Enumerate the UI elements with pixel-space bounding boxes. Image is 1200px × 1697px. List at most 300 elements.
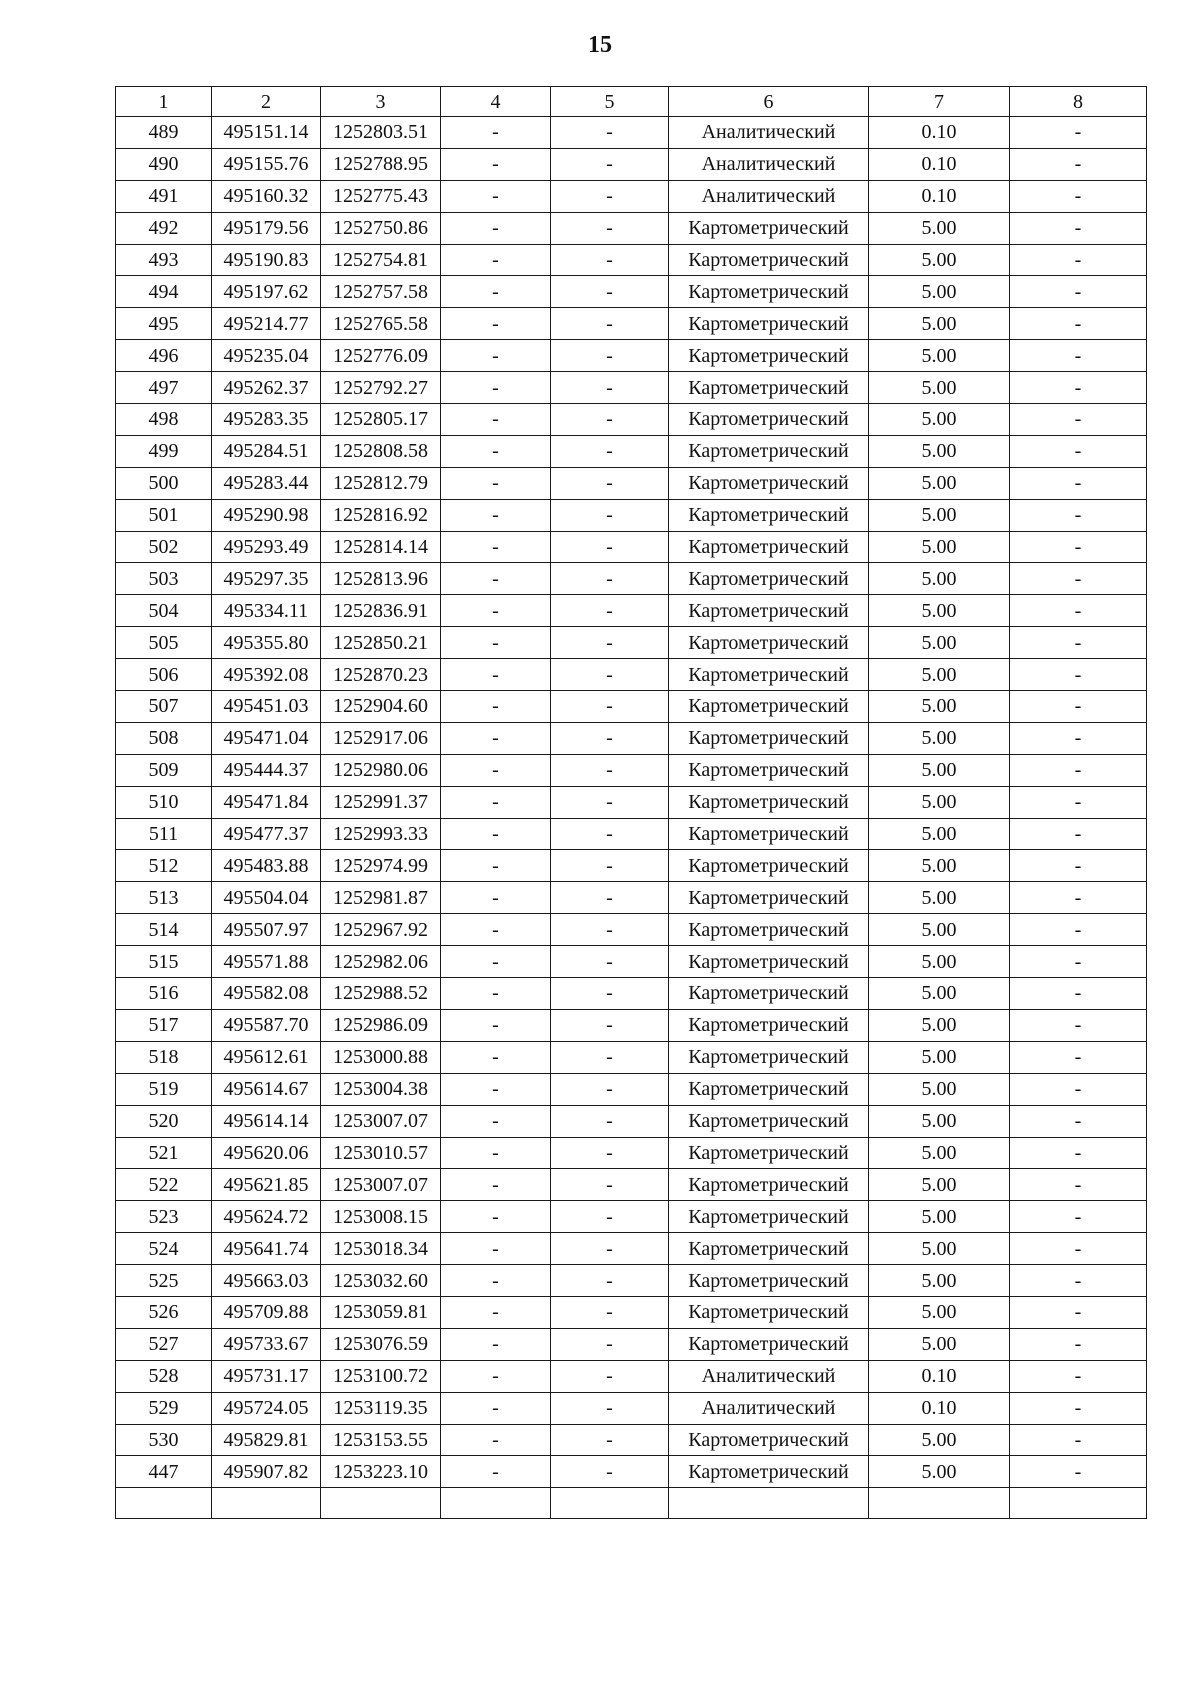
table-row [116,212,1147,244]
coord-x-cell: 495197.62 [212,276,321,308]
accuracy-cell: 5.00 [869,1233,1010,1265]
col-4-value-cell: - [441,659,551,691]
col-8-value-cell: - [1010,1169,1147,1201]
method-cell: Аналитический [669,117,869,149]
coord-y-cell: 1252750.86 [321,212,441,244]
point-number-cell: 507 [116,691,212,723]
method-cell: Картометрический [669,340,869,372]
col-4-value-cell: - [441,1296,551,1328]
coord-y-cell: 1253000.88 [321,1041,441,1073]
coord-y-cell: 1252904.60 [321,691,441,723]
empty-table-row [116,1488,1147,1519]
table-row [116,117,1147,149]
method-cell: Картометрический [669,372,869,404]
table-row [116,1009,1147,1041]
method-cell: Картометрический [669,882,869,914]
coord-x-cell: 495471.84 [212,786,321,818]
col-5-value-cell: - [551,180,669,212]
col-4-value-cell: - [441,1041,551,1073]
method-cell: Картометрический [669,627,869,659]
method-cell: Картометрический [669,467,869,499]
accuracy-cell: 5.00 [869,1041,1010,1073]
col-5-value-cell: - [551,340,669,372]
col-8-value-cell: - [1010,276,1147,308]
col-8-value-cell: - [1010,1009,1147,1041]
coord-y-cell: 1252981.87 [321,882,441,914]
coordinates-table [115,86,1147,1519]
col-4-value-cell: - [441,1201,551,1233]
coord-y-cell: 1252816.92 [321,499,441,531]
coord-y-cell: 1253010.57 [321,1137,441,1169]
point-number-cell: 519 [116,1073,212,1105]
table-row [116,659,1147,691]
coord-y-cell: 1252788.95 [321,148,441,180]
point-number-cell: 496 [116,340,212,372]
point-number-cell: 490 [116,148,212,180]
coord-y-cell: 1253004.38 [321,1073,441,1105]
method-cell: Картометрический [669,850,869,882]
point-number-cell: 503 [116,563,212,595]
col-4-value-cell: - [441,882,551,914]
accuracy-cell: 5.00 [869,595,1010,627]
header-cell: 4 [441,87,551,117]
col-4-value-cell: - [441,467,551,499]
col-5-value-cell: - [551,1265,669,1297]
table-row [116,978,1147,1010]
method-cell: Картометрический [669,786,869,818]
point-number-cell: 508 [116,722,212,754]
col-4-value-cell: - [441,754,551,786]
accuracy-cell: 0.10 [869,148,1010,180]
point-number-cell: 510 [116,786,212,818]
table-row [116,754,1147,786]
method-cell: Картометрический [669,1041,869,1073]
accuracy-cell: 0.10 [869,117,1010,149]
accuracy-cell: 5.00 [869,850,1010,882]
method-cell: Картометрический [669,276,869,308]
coord-y-cell: 1252850.21 [321,627,441,659]
coord-x-cell: 495235.04 [212,340,321,372]
coord-x-cell: 495829.81 [212,1424,321,1456]
empty-cell [441,1488,551,1519]
coord-x-cell: 495283.35 [212,404,321,436]
method-cell: Картометрический [669,1009,869,1041]
col-5-value-cell: - [551,1328,669,1360]
col-5-value-cell: - [551,148,669,180]
coord-y-cell: 1253119.35 [321,1392,441,1424]
accuracy-cell: 0.10 [869,1392,1010,1424]
coord-y-cell: 1252775.43 [321,180,441,212]
coord-y-cell: 1252982.06 [321,946,441,978]
col-4-value-cell: - [441,914,551,946]
method-cell: Картометрический [669,244,869,276]
header-cell: 1 [116,87,212,117]
coord-x-cell: 495284.51 [212,435,321,467]
col-4-value-cell: - [441,1105,551,1137]
col-8-value-cell: - [1010,882,1147,914]
coord-y-cell: 1252988.52 [321,978,441,1010]
accuracy-cell: 5.00 [869,722,1010,754]
point-number-cell: 502 [116,531,212,563]
coord-y-cell: 1252776.09 [321,340,441,372]
col-4-value-cell: - [441,850,551,882]
col-5-value-cell: - [551,1233,669,1265]
method-cell: Картометрический [669,1296,869,1328]
coord-y-cell: 1253007.07 [321,1169,441,1201]
col-5-value-cell: - [551,563,669,595]
coord-x-cell: 495582.08 [212,978,321,1010]
header-cell: 2 [212,87,321,117]
coord-x-cell: 495571.88 [212,946,321,978]
col-4-value-cell: - [441,404,551,436]
coord-y-cell: 1252754.81 [321,244,441,276]
accuracy-cell: 5.00 [869,244,1010,276]
coord-x-cell: 495731.17 [212,1360,321,1392]
accuracy-cell: 5.00 [869,1073,1010,1105]
table-row [116,467,1147,499]
col-4-value-cell: - [441,1233,551,1265]
accuracy-cell: 5.00 [869,212,1010,244]
col-5-value-cell: - [551,1296,669,1328]
accuracy-cell: 5.00 [869,1296,1010,1328]
coord-y-cell: 1253100.72 [321,1360,441,1392]
col-4-value-cell: - [441,1456,551,1488]
accuracy-cell: 5.00 [869,978,1010,1010]
col-4-value-cell: - [441,691,551,723]
header-cell: 6 [669,87,869,117]
coord-y-cell: 1252836.91 [321,595,441,627]
method-cell: Картометрический [669,1073,869,1105]
coord-x-cell: 495507.97 [212,914,321,946]
coord-x-cell: 495504.04 [212,882,321,914]
accuracy-cell: 5.00 [869,1105,1010,1137]
method-cell: Картометрический [669,563,869,595]
accuracy-cell: 5.00 [869,914,1010,946]
coord-x-cell: 495293.49 [212,531,321,563]
table-row [116,1392,1147,1424]
method-cell: Картометрический [669,1328,869,1360]
table-row [116,435,1147,467]
coord-x-cell: 495620.06 [212,1137,321,1169]
col-4-value-cell: - [441,563,551,595]
point-number-cell: 513 [116,882,212,914]
col-5-value-cell: - [551,1137,669,1169]
accuracy-cell: 0.10 [869,1360,1010,1392]
accuracy-cell: 5.00 [869,1265,1010,1297]
table-row [116,180,1147,212]
point-number-cell: 494 [116,276,212,308]
col-4-value-cell: - [441,340,551,372]
coord-x-cell: 495262.37 [212,372,321,404]
col-4-value-cell: - [441,1424,551,1456]
accuracy-cell: 5.00 [869,882,1010,914]
page-number: 15 [588,32,612,58]
coord-y-cell: 1252980.06 [321,754,441,786]
point-number-cell: 520 [116,1105,212,1137]
table-row [116,372,1147,404]
point-number-cell: 523 [116,1201,212,1233]
col-4-value-cell: - [441,499,551,531]
col-5-value-cell: - [551,722,669,754]
empty-cell [669,1488,869,1519]
point-number-cell: 447 [116,1456,212,1488]
coord-y-cell: 1252974.99 [321,850,441,882]
point-number-cell: 516 [116,978,212,1010]
point-number-cell: 522 [116,1169,212,1201]
col-8-value-cell: - [1010,212,1147,244]
col-4-value-cell: - [441,1009,551,1041]
empty-cell [1010,1488,1147,1519]
col-5-value-cell: - [551,308,669,340]
coord-y-cell: 1253153.55 [321,1424,441,1456]
table-row [116,882,1147,914]
table-row [116,1041,1147,1073]
accuracy-cell: 5.00 [869,691,1010,723]
table-row [116,148,1147,180]
col-5-value-cell: - [551,627,669,659]
accuracy-cell: 5.00 [869,1169,1010,1201]
coord-y-cell: 1252870.23 [321,659,441,691]
accuracy-cell: 5.00 [869,946,1010,978]
col-4-value-cell: - [441,531,551,563]
coord-y-cell: 1252803.51 [321,117,441,149]
col-5-value-cell: - [551,117,669,149]
col-4-value-cell: - [441,1360,551,1392]
accuracy-cell: 5.00 [869,531,1010,563]
col-8-value-cell: - [1010,499,1147,531]
table-row [116,340,1147,372]
table-row [116,914,1147,946]
method-cell: Аналитический [669,148,869,180]
col-4-value-cell: - [441,308,551,340]
table-row [116,1424,1147,1456]
method-cell: Картометрический [669,212,869,244]
col-8-value-cell: - [1010,722,1147,754]
table-row [116,691,1147,723]
col-8-value-cell: - [1010,818,1147,850]
table-row [116,276,1147,308]
coord-x-cell: 495477.37 [212,818,321,850]
table-row [116,818,1147,850]
accuracy-cell: 5.00 [869,499,1010,531]
point-number-cell: 511 [116,818,212,850]
coord-x-cell: 495587.70 [212,1009,321,1041]
point-number-cell: 493 [116,244,212,276]
header-cell: 8 [1010,87,1147,117]
coord-y-cell: 1252986.09 [321,1009,441,1041]
method-cell: Картометрический [669,659,869,691]
col-5-value-cell: - [551,276,669,308]
coord-y-cell: 1252757.58 [321,276,441,308]
table-row [116,1105,1147,1137]
coord-y-cell: 1253223.10 [321,1456,441,1488]
accuracy-cell: 5.00 [869,786,1010,818]
table-body [116,117,1147,1519]
coord-x-cell: 495471.04 [212,722,321,754]
method-cell: Картометрический [669,499,869,531]
empty-cell [551,1488,669,1519]
col-4-value-cell: - [441,946,551,978]
col-8-value-cell: - [1010,531,1147,563]
coord-y-cell: 1253059.81 [321,1296,441,1328]
table-row [116,1201,1147,1233]
accuracy-cell: 5.00 [869,404,1010,436]
method-cell: Картометрический [669,914,869,946]
col-5-value-cell: - [551,1424,669,1456]
col-8-value-cell: - [1010,754,1147,786]
coord-x-cell: 495641.74 [212,1233,321,1265]
col-8-value-cell: - [1010,563,1147,595]
coord-x-cell: 495612.61 [212,1041,321,1073]
coord-x-cell: 495444.37 [212,754,321,786]
point-number-cell: 497 [116,372,212,404]
col-8-value-cell: - [1010,1041,1147,1073]
accuracy-cell: 5.00 [869,1009,1010,1041]
col-8-value-cell: - [1010,786,1147,818]
point-number-cell: 527 [116,1328,212,1360]
col-5-value-cell: - [551,467,669,499]
point-number-cell: 509 [116,754,212,786]
coord-y-cell: 1252812.79 [321,467,441,499]
empty-cell [212,1488,321,1519]
table-row [116,1296,1147,1328]
method-cell: Картометрический [669,1233,869,1265]
col-5-value-cell: - [551,1360,669,1392]
coord-y-cell: 1252805.17 [321,404,441,436]
col-5-value-cell: - [551,499,669,531]
table-row [116,308,1147,340]
accuracy-cell: 5.00 [869,754,1010,786]
coord-x-cell: 495621.85 [212,1169,321,1201]
col-4-value-cell: - [441,978,551,1010]
coord-x-cell: 495663.03 [212,1265,321,1297]
col-8-value-cell: - [1010,946,1147,978]
coord-y-cell: 1252808.58 [321,435,441,467]
method-cell: Картометрический [669,754,869,786]
table-row [116,946,1147,978]
col-8-value-cell: - [1010,340,1147,372]
col-4-value-cell: - [441,1265,551,1297]
col-8-value-cell: - [1010,850,1147,882]
coord-x-cell: 495709.88 [212,1296,321,1328]
coord-x-cell: 495214.77 [212,308,321,340]
col-4-value-cell: - [441,627,551,659]
method-cell: Картометрический [669,691,869,723]
point-number-cell: 498 [116,404,212,436]
accuracy-cell: 5.00 [869,435,1010,467]
col-8-value-cell: - [1010,1392,1147,1424]
col-8-value-cell: - [1010,467,1147,499]
col-5-value-cell: - [551,435,669,467]
header-cell: 7 [869,87,1010,117]
point-number-cell: 491 [116,180,212,212]
col-8-value-cell: - [1010,1328,1147,1360]
col-5-value-cell: - [551,1105,669,1137]
col-8-value-cell: - [1010,308,1147,340]
col-8-value-cell: - [1010,148,1147,180]
col-5-value-cell: - [551,659,669,691]
col-4-value-cell: - [441,276,551,308]
table-row [116,1169,1147,1201]
point-number-cell: 506 [116,659,212,691]
col-8-value-cell: - [1010,244,1147,276]
point-number-cell: 530 [116,1424,212,1456]
method-cell: Картометрический [669,404,869,436]
table-row [116,595,1147,627]
coord-y-cell: 1252792.27 [321,372,441,404]
coord-y-cell: 1252991.37 [321,786,441,818]
col-4-value-cell: - [441,435,551,467]
col-4-value-cell: - [441,722,551,754]
col-8-value-cell: - [1010,595,1147,627]
table-row [116,563,1147,595]
col-5-value-cell: - [551,786,669,818]
col-8-value-cell: - [1010,117,1147,149]
col-8-value-cell: - [1010,1233,1147,1265]
point-number-cell: 526 [116,1296,212,1328]
col-4-value-cell: - [441,148,551,180]
point-number-cell: 512 [116,850,212,882]
col-5-value-cell: - [551,818,669,850]
point-number-cell: 500 [116,467,212,499]
col-5-value-cell: - [551,914,669,946]
col-8-value-cell: - [1010,1265,1147,1297]
col-5-value-cell: - [551,882,669,914]
coord-y-cell: 1252765.58 [321,308,441,340]
method-cell: Картометрический [669,435,869,467]
point-number-cell: 499 [116,435,212,467]
coord-y-cell: 1253032.60 [321,1265,441,1297]
col-4-value-cell: - [441,1328,551,1360]
col-4-value-cell: - [441,1073,551,1105]
table-row [116,1456,1147,1488]
method-cell: Картометрический [669,818,869,850]
accuracy-cell: 5.00 [869,308,1010,340]
method-cell: Картометрический [669,722,869,754]
accuracy-cell: 5.00 [869,372,1010,404]
coord-x-cell: 495190.83 [212,244,321,276]
col-5-value-cell: - [551,1041,669,1073]
table-row [116,786,1147,818]
col-5-value-cell: - [551,754,669,786]
accuracy-cell: 5.00 [869,1424,1010,1456]
col-4-value-cell: - [441,786,551,818]
col-5-value-cell: - [551,1456,669,1488]
coord-x-cell: 495334.11 [212,595,321,627]
coord-x-cell: 495179.56 [212,212,321,244]
col-5-value-cell: - [551,691,669,723]
col-8-value-cell: - [1010,978,1147,1010]
col-4-value-cell: - [441,372,551,404]
point-number-cell: 514 [116,914,212,946]
table-row [116,244,1147,276]
col-8-value-cell: - [1010,914,1147,946]
coord-y-cell: 1252917.06 [321,722,441,754]
coord-x-cell: 495624.72 [212,1201,321,1233]
col-4-value-cell: - [441,180,551,212]
coord-y-cell: 1252967.92 [321,914,441,946]
point-number-cell: 515 [116,946,212,978]
table-row [116,404,1147,436]
col-8-value-cell: - [1010,1296,1147,1328]
coord-x-cell: 495614.67 [212,1073,321,1105]
col-5-value-cell: - [551,212,669,244]
header-cell: 3 [321,87,441,117]
point-number-cell: 495 [116,308,212,340]
col-8-value-cell: - [1010,1456,1147,1488]
col-5-value-cell: - [551,1009,669,1041]
point-number-cell: 504 [116,595,212,627]
